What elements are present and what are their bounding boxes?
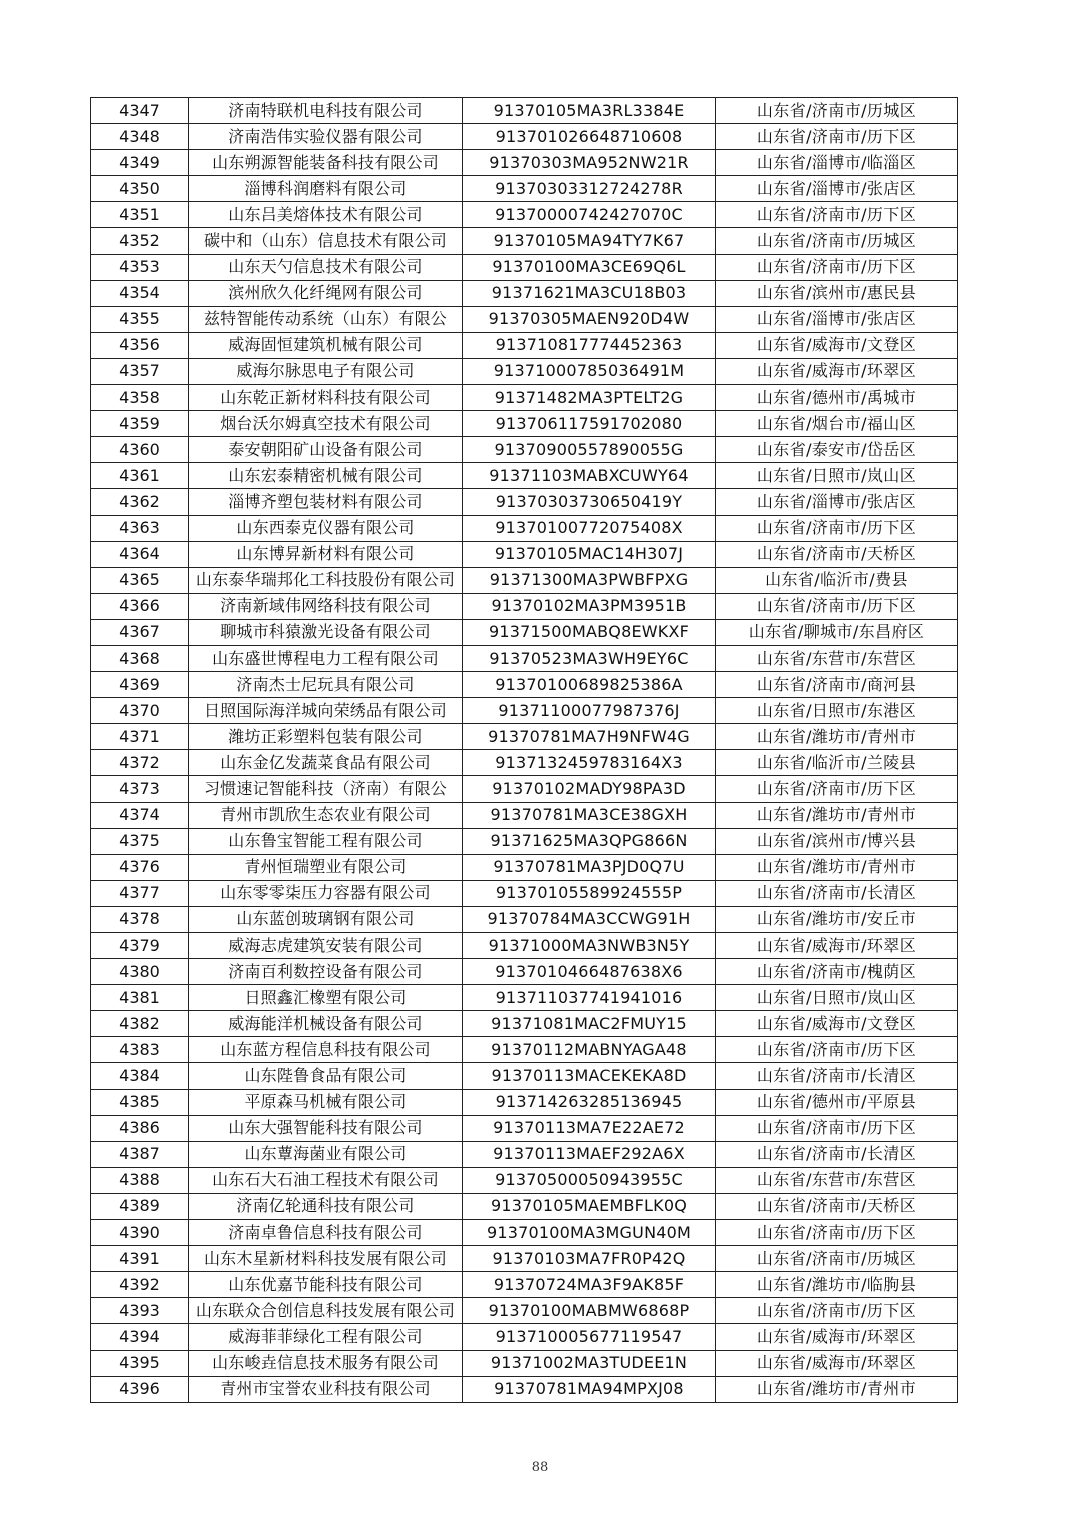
credit-code-cell: 91370900557890055G	[463, 437, 716, 463]
region-cell: 山东省/临沂市/兰陵县	[716, 750, 958, 776]
table-row	[91, 98, 958, 124]
table-body	[91, 98, 958, 1403]
row-number-cell: 4385	[91, 1089, 189, 1115]
region-cell: 山东省/潍坊市/青州市	[716, 854, 958, 880]
credit-code-cell: 91370000742427070C	[463, 202, 716, 228]
credit-code-cell: 91370113MACEKEKA8D	[463, 1063, 716, 1089]
credit-code-cell: 91370105MAC14H307J	[463, 541, 716, 567]
company-name-cell: 山东优嘉节能科技有限公司	[189, 1272, 463, 1298]
company-name-cell: 济南亿轮通科技有限公司	[189, 1193, 463, 1219]
credit-code-cell: 91370105MAEMBFLK0Q	[463, 1193, 716, 1219]
credit-code-cell: 91370100MABMW6868P	[463, 1298, 716, 1324]
credit-code-cell: 91370102MADY98PA3D	[463, 776, 716, 802]
credit-code-cell: 91371103MABXCUWY64	[463, 463, 716, 489]
company-name-cell: 淄博齐塑包装材料有限公司	[189, 489, 463, 515]
row-number-cell: 4372	[91, 750, 189, 776]
row-number-cell: 4354	[91, 280, 189, 306]
company-name-cell: 山东蕈海菌业有限公司	[189, 1141, 463, 1167]
credit-code-cell: 91370781MA3CE38GXH	[463, 802, 716, 828]
credit-code-cell: 91370113MA7E22AE72	[463, 1115, 716, 1141]
row-number-cell: 4381	[91, 985, 189, 1011]
region-cell: 山东省/济南市/历下区	[716, 1115, 958, 1141]
row-number-cell: 4363	[91, 515, 189, 541]
region-cell: 山东省/济南市/历下区	[716, 124, 958, 150]
credit-code-cell: 91370112MABNYAGA48	[463, 1037, 716, 1063]
table-row	[91, 1220, 958, 1246]
table-row	[91, 1193, 958, 1219]
credit-code-cell: 91370102MA3PM3951B	[463, 593, 716, 619]
row-number-cell: 4366	[91, 593, 189, 619]
table-row	[91, 202, 958, 228]
table-row	[91, 1246, 958, 1272]
table-row	[91, 463, 958, 489]
credit-code-cell: 91370105589924555P	[463, 880, 716, 906]
table-row	[91, 515, 958, 541]
company-name-cell: 日照鑫汇橡塑有限公司	[189, 985, 463, 1011]
row-number-cell: 4384	[91, 1063, 189, 1089]
company-name-cell: 兹特智能传动系统（山东）有限公	[189, 306, 463, 332]
company-name-cell: 青州市凯欣生态农业有限公司	[189, 802, 463, 828]
row-number-cell: 4371	[91, 724, 189, 750]
region-cell: 山东省/威海市/环翠区	[716, 933, 958, 959]
credit-code-cell: 91371625MA3QPG866N	[463, 828, 716, 854]
table-row	[91, 358, 958, 384]
row-number-cell: 4348	[91, 124, 189, 150]
row-number-cell: 4383	[91, 1037, 189, 1063]
company-name-cell: 山东联众合创信息科技发展有限公司	[189, 1298, 463, 1324]
credit-code-cell: 91370113MAEF292A6X	[463, 1141, 716, 1167]
region-cell: 山东省/滨州市/博兴县	[716, 828, 958, 854]
company-name-cell: 烟台沃尔姆真空技术有限公司	[189, 411, 463, 437]
company-name-cell: 济南卓鲁信息科技有限公司	[189, 1220, 463, 1246]
company-name-cell: 济南杰士尼玩具有限公司	[189, 672, 463, 698]
table-row	[91, 645, 958, 671]
table-row	[91, 1350, 958, 1376]
company-name-cell: 日照国际海洋城向荣绣品有限公司	[189, 698, 463, 724]
row-number-cell: 4360	[91, 437, 189, 463]
credit-code-cell: 91370100689825386A	[463, 672, 716, 698]
region-cell: 山东省/德州市/禹城市	[716, 385, 958, 411]
region-cell: 山东省/东营市/东营区	[716, 645, 958, 671]
company-name-cell: 碳中和（山东）信息技术有限公司	[189, 228, 463, 254]
table-row	[91, 1324, 958, 1350]
row-number-cell: 4389	[91, 1193, 189, 1219]
credit-code-cell: 913701026648710608	[463, 124, 716, 150]
table-row	[91, 1011, 958, 1037]
row-number-cell: 4392	[91, 1272, 189, 1298]
table-row	[91, 1167, 958, 1193]
table-row	[91, 541, 958, 567]
table-row	[91, 567, 958, 593]
table-row	[91, 176, 958, 202]
credit-code-cell: 91370305MAEN920D4W	[463, 306, 716, 332]
table-row	[91, 1298, 958, 1324]
region-cell: 山东省/聊城市/东昌府区	[716, 619, 958, 645]
company-name-cell: 山东宏泰精密机械有限公司	[189, 463, 463, 489]
table-row	[91, 854, 958, 880]
row-number-cell: 4367	[91, 619, 189, 645]
region-cell: 山东省/济南市/长清区	[716, 1063, 958, 1089]
row-number-cell: 4370	[91, 698, 189, 724]
table-row	[91, 1089, 958, 1115]
credit-code-cell: 91371621MA3CU18B03	[463, 280, 716, 306]
company-name-cell: 山东蓝方程信息科技有限公司	[189, 1037, 463, 1063]
row-number-cell: 4387	[91, 1141, 189, 1167]
credit-code-cell: 91370103MA7FR0P42Q	[463, 1246, 716, 1272]
region-cell: 山东省/济南市/历下区	[716, 515, 958, 541]
region-cell: 山东省/日照市/岚山区	[716, 985, 958, 1011]
row-number-cell: 4393	[91, 1298, 189, 1324]
company-name-cell: 青州市宝誉农业科技有限公司	[189, 1376, 463, 1402]
table-row	[91, 802, 958, 828]
company-name-cell: 山东天勺信息技术有限公司	[189, 254, 463, 280]
table-row	[91, 985, 958, 1011]
company-name-cell: 山东鲁宝智能工程有限公司	[189, 828, 463, 854]
company-name-cell: 威海能洋机械设备有限公司	[189, 1011, 463, 1037]
company-name-cell: 山东吕美熔体技术有限公司	[189, 202, 463, 228]
company-name-cell: 山东大强智能科技有限公司	[189, 1115, 463, 1141]
table-row	[91, 306, 958, 332]
row-number-cell: 4390	[91, 1220, 189, 1246]
row-number-cell: 4374	[91, 802, 189, 828]
company-name-cell: 山东石大石油工程技术有限公司	[189, 1167, 463, 1193]
region-cell: 山东省/济南市/历下区	[716, 593, 958, 619]
credit-code-cell: 91370500050943955C	[463, 1167, 716, 1193]
region-cell: 山东省/济南市/历城区	[716, 98, 958, 124]
region-cell: 山东省/威海市/文登区	[716, 1011, 958, 1037]
row-number-cell: 4347	[91, 98, 189, 124]
company-name-cell: 习惯速记智能科技（济南）有限公	[189, 776, 463, 802]
row-number-cell: 4358	[91, 385, 189, 411]
table-row	[91, 933, 958, 959]
credit-code-cell: 91370100772075408X	[463, 515, 716, 541]
company-name-cell: 威海尔脉思电子有限公司	[189, 358, 463, 384]
table-row	[91, 124, 958, 150]
company-name-cell: 青州恒瑞塑业有限公司	[189, 854, 463, 880]
credit-code-cell: 91370781MA3PJD0Q7U	[463, 854, 716, 880]
region-cell: 山东省/潍坊市/青州市	[716, 802, 958, 828]
region-cell: 山东省/济南市/历下区	[716, 776, 958, 802]
company-name-cell: 潍坊正彩塑料包装有限公司	[189, 724, 463, 750]
region-cell: 山东省/济南市/历下区	[716, 202, 958, 228]
credit-code-cell: 91370724MA3F9AK85F	[463, 1272, 716, 1298]
company-name-cell: 威海菲菲绿化工程有限公司	[189, 1324, 463, 1350]
credit-code-cell: 91371000785036491M	[463, 358, 716, 384]
region-cell: 山东省/日照市/岚山区	[716, 463, 958, 489]
credit-code-cell: 913710817774452363	[463, 332, 716, 358]
company-name-cell: 山东乾正新材料科技有限公司	[189, 385, 463, 411]
credit-code-cell: 91371300MA3PWBFPXG	[463, 567, 716, 593]
region-cell: 山东省/淄博市/张店区	[716, 176, 958, 202]
table-row	[91, 776, 958, 802]
table-row	[91, 959, 958, 985]
credit-code-cell: 91370100MA3MGUN40M	[463, 1220, 716, 1246]
table-row	[91, 437, 958, 463]
row-number-cell: 4375	[91, 828, 189, 854]
region-cell: 山东省/日照市/东港区	[716, 698, 958, 724]
row-number-cell: 4365	[91, 567, 189, 593]
row-number-cell: 4394	[91, 1324, 189, 1350]
company-name-cell: 山东零零柒压力容器有限公司	[189, 880, 463, 906]
table-row	[91, 254, 958, 280]
company-name-cell: 淄博科润磨料有限公司	[189, 176, 463, 202]
company-name-cell: 山东西泰克仪器有限公司	[189, 515, 463, 541]
credit-code-cell: 91371100077987376J	[463, 698, 716, 724]
row-number-cell: 4355	[91, 306, 189, 332]
table-row	[91, 906, 958, 932]
region-cell: 山东省/济南市/商河县	[716, 672, 958, 698]
row-number-cell: 4361	[91, 463, 189, 489]
region-cell: 山东省/威海市/环翠区	[716, 358, 958, 384]
region-cell: 山东省/德州市/平原县	[716, 1089, 958, 1115]
table-row	[91, 228, 958, 254]
company-name-cell: 济南新域伟网络科技有限公司	[189, 593, 463, 619]
row-number-cell: 4351	[91, 202, 189, 228]
region-cell: 山东省/潍坊市/安丘市	[716, 906, 958, 932]
row-number-cell: 4357	[91, 358, 189, 384]
company-name-cell: 平原森马机械有限公司	[189, 1089, 463, 1115]
credit-code-cell: 9137132459783164X3	[463, 750, 716, 776]
region-cell: 山东省/滨州市/惠民县	[716, 280, 958, 306]
region-cell: 山东省/济南市/历城区	[716, 228, 958, 254]
region-cell: 山东省/威海市/环翠区	[716, 1350, 958, 1376]
row-number-cell: 4379	[91, 933, 189, 959]
credit-code-cell: 91370784MA3CCWG91H	[463, 906, 716, 932]
region-cell: 山东省/济南市/历下区	[716, 1220, 958, 1246]
row-number-cell: 4376	[91, 854, 189, 880]
page-number: 88	[531, 1460, 549, 1475]
credit-code-cell: 91371482MA3PTELT2G	[463, 385, 716, 411]
row-number-cell: 4377	[91, 880, 189, 906]
credit-code-cell: 91370105MA94TY7K67	[463, 228, 716, 254]
row-number-cell: 4386	[91, 1115, 189, 1141]
credit-code-cell: 9137010466487638X6	[463, 959, 716, 985]
table-row	[91, 828, 958, 854]
region-cell: 山东省/济南市/槐荫区	[716, 959, 958, 985]
row-number-cell: 4364	[91, 541, 189, 567]
row-number-cell: 4378	[91, 906, 189, 932]
region-cell: 山东省/济南市/历下区	[716, 1298, 958, 1324]
table-row	[91, 1141, 958, 1167]
table-row	[91, 1063, 958, 1089]
credit-code-cell: 91370105MA3RL3384E	[463, 98, 716, 124]
row-number-cell: 4369	[91, 672, 189, 698]
company-register-table	[90, 97, 958, 1403]
row-number-cell: 4382	[91, 1011, 189, 1037]
credit-code-cell: 913714263285136945	[463, 1089, 716, 1115]
table-row	[91, 489, 958, 515]
credit-code-cell: 91371081MAC2FMUY15	[463, 1011, 716, 1037]
row-number-cell: 4362	[91, 489, 189, 515]
table-row	[91, 880, 958, 906]
table-row	[91, 619, 958, 645]
row-number-cell: 4359	[91, 411, 189, 437]
company-name-cell: 山东陛鲁食品有限公司	[189, 1063, 463, 1089]
credit-code-cell: 91370781MA94MPXJ08	[463, 1376, 716, 1402]
company-name-cell: 山东盛世博程电力工程有限公司	[189, 645, 463, 671]
company-name-cell: 泰安朝阳矿山设备有限公司	[189, 437, 463, 463]
region-cell: 山东省/东营市/东营区	[716, 1167, 958, 1193]
credit-code-cell: 91370303730650419Y	[463, 489, 716, 515]
region-cell: 山东省/淄博市/临淄区	[716, 150, 958, 176]
region-cell: 山东省/潍坊市/青州市	[716, 724, 958, 750]
company-name-cell: 威海志虎建筑安装有限公司	[189, 933, 463, 959]
region-cell: 山东省/泰安市/岱岳区	[716, 437, 958, 463]
company-name-cell: 山东蓝创玻璃钢有限公司	[189, 906, 463, 932]
region-cell: 山东省/威海市/环翠区	[716, 1324, 958, 1350]
table-row	[91, 1376, 958, 1402]
table-row	[91, 750, 958, 776]
row-number-cell: 4356	[91, 332, 189, 358]
credit-code-cell: 91370303312724278R	[463, 176, 716, 202]
company-name-cell: 山东金亿发蔬菜食品有限公司	[189, 750, 463, 776]
credit-code-cell: 91371000MA3NWB3N5Y	[463, 933, 716, 959]
table-row	[91, 593, 958, 619]
row-number-cell: 4352	[91, 228, 189, 254]
region-cell: 山东省/济南市/历下区	[716, 254, 958, 280]
credit-code-cell: 91370523MA3WH9EY6C	[463, 645, 716, 671]
table-row	[91, 411, 958, 437]
table-row	[91, 1115, 958, 1141]
company-name-cell: 山东木星新材料科技发展有限公司	[189, 1246, 463, 1272]
region-cell: 山东省/济南市/长清区	[716, 880, 958, 906]
table-row	[91, 1037, 958, 1063]
table-row	[91, 672, 958, 698]
credit-code-cell: 913710005677119547	[463, 1324, 716, 1350]
company-name-cell: 济南特联机电科技有限公司	[189, 98, 463, 124]
table-row	[91, 280, 958, 306]
region-cell: 山东省/济南市/天桥区	[716, 541, 958, 567]
table-row	[91, 698, 958, 724]
credit-code-cell: 91371500MABQ8EWKXF	[463, 619, 716, 645]
credit-code-cell: 913711037741941016	[463, 985, 716, 1011]
company-name-cell: 聊城市科猿激光设备有限公司	[189, 619, 463, 645]
region-cell: 山东省/济南市/历下区	[716, 1037, 958, 1063]
region-cell: 山东省/淄博市/张店区	[716, 489, 958, 515]
region-cell: 山东省/济南市/长清区	[716, 1141, 958, 1167]
region-cell: 山东省/淄博市/张店区	[716, 306, 958, 332]
company-name-cell: 山东泰华瑞邦化工科技股份有限公司	[189, 567, 463, 593]
table-row	[91, 150, 958, 176]
row-number-cell: 4373	[91, 776, 189, 802]
row-number-cell: 4368	[91, 645, 189, 671]
credit-code-cell: 91370100MA3CE69Q6L	[463, 254, 716, 280]
row-number-cell: 4350	[91, 176, 189, 202]
table-row	[91, 332, 958, 358]
company-name-cell: 济南浩伟实验仪器有限公司	[189, 124, 463, 150]
row-number-cell: 4395	[91, 1350, 189, 1376]
company-name-cell: 滨州欣久化纤绳网有限公司	[189, 280, 463, 306]
row-number-cell: 4396	[91, 1376, 189, 1402]
region-cell: 山东省/潍坊市/临朐县	[716, 1272, 958, 1298]
region-cell: 山东省/潍坊市/青州市	[716, 1376, 958, 1402]
table-row	[91, 724, 958, 750]
credit-code-cell: 913706117591702080	[463, 411, 716, 437]
region-cell: 山东省/济南市/天桥区	[716, 1193, 958, 1219]
company-name-cell: 山东朔源智能装备科技有限公司	[189, 150, 463, 176]
company-name-cell: 山东峻垚信息技术服务有限公司	[189, 1350, 463, 1376]
region-cell: 山东省/烟台市/福山区	[716, 411, 958, 437]
credit-code-cell: 91370303MA952NW21R	[463, 150, 716, 176]
row-number-cell: 4388	[91, 1167, 189, 1193]
row-number-cell: 4391	[91, 1246, 189, 1272]
region-cell: 山东省/威海市/文登区	[716, 332, 958, 358]
row-number-cell: 4353	[91, 254, 189, 280]
row-number-cell: 4349	[91, 150, 189, 176]
credit-code-cell: 91371002MA3TUDEE1N	[463, 1350, 716, 1376]
company-name-cell: 济南百利数控设备有限公司	[189, 959, 463, 985]
row-number-cell: 4380	[91, 959, 189, 985]
region-cell: 山东省/临沂市/费县	[716, 567, 958, 593]
credit-code-cell: 91370781MA7H9NFW4G	[463, 724, 716, 750]
region-cell: 山东省/济南市/历城区	[716, 1246, 958, 1272]
company-name-cell: 山东博昇新材料有限公司	[189, 541, 463, 567]
company-name-cell: 威海固恒建筑机械有限公司	[189, 332, 463, 358]
table-row	[91, 385, 958, 411]
table-row	[91, 1272, 958, 1298]
